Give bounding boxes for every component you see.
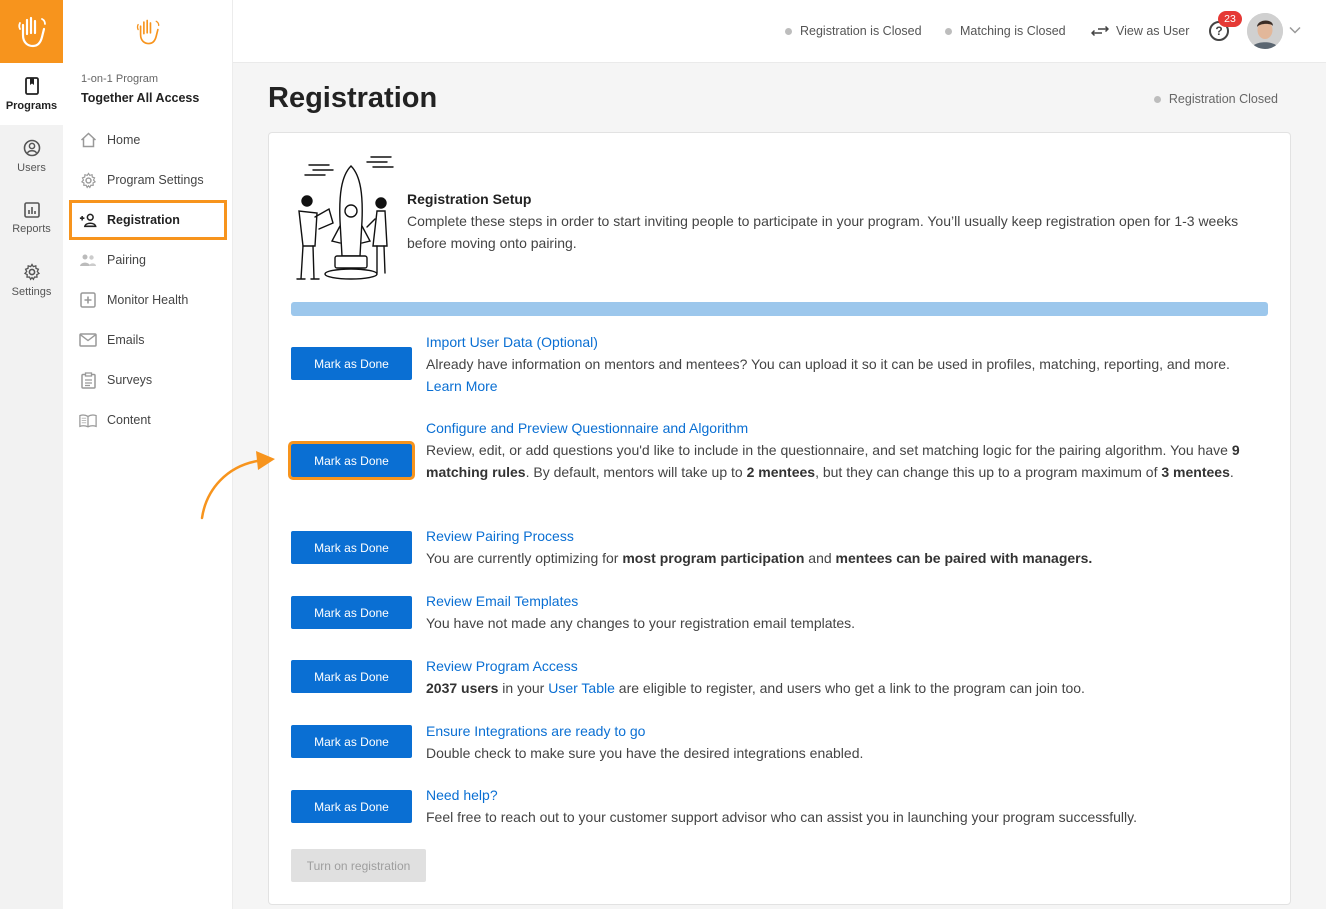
step-description: Already have information on mentors and mentees? You can upload it so it can be used in profiles, matching, reporting, and more.	[426, 356, 1230, 372]
nav-item-label: Home	[107, 133, 141, 147]
step-title-link[interactable]: Ensure Integrations are ready to go	[426, 723, 646, 739]
mark-as-done-button[interactable]: Mark as Done	[291, 596, 412, 629]
status-badge-text: Registration Closed	[1168, 92, 1278, 106]
step-title-link[interactable]: Configure and Preview Questionnaire and Algorithm	[426, 420, 749, 436]
setup-title: Registration Setup	[407, 191, 532, 207]
rail-item-label: Settings	[11, 285, 52, 298]
matching-status-text: Matching is Closed	[960, 24, 1066, 38]
user-table-link[interactable]: User Table	[548, 680, 615, 696]
rail-item-programs[interactable]	[0, 63, 63, 125]
setup-description: Complete these steps in order to start inviting people to participate in your program. You’ll usually keep registration open for 1-3 weeks before moving onto pairing.	[407, 213, 1239, 251]
book-icon	[24, 77, 40, 95]
turn-on-registration-button[interactable]: Turn on registration	[291, 849, 426, 882]
page-title: Registration	[268, 82, 438, 114]
user-photo-icon	[1247, 13, 1283, 49]
max-mentees: 3 mentees	[1161, 464, 1230, 480]
mail-icon	[79, 333, 97, 347]
annotation-arrow-icon	[196, 446, 278, 522]
waving-hand-icon	[135, 18, 161, 46]
step-title-link[interactable]: Import User Data (Optional)	[426, 334, 598, 350]
program-name: Together All Access	[81, 91, 200, 105]
status-dot-icon	[1154, 96, 1161, 103]
nav-item-emails[interactable]	[71, 320, 227, 360]
people-icon	[79, 253, 97, 267]
matching-status	[945, 24, 1066, 38]
step-description: Double check to make sure you have the desired integrations enabled.	[426, 745, 864, 761]
manager-pairing-setting: mentees can be paired with managers.	[835, 550, 1093, 566]
mark-as-done-button[interactable]: Mark as Done	[291, 444, 412, 477]
user-circle-icon	[23, 139, 41, 157]
swap-arrows-icon	[1091, 25, 1109, 37]
rocket-scientists-illustration	[287, 151, 397, 286]
nav-item-label: Registration	[107, 213, 180, 227]
status-dot-icon	[785, 28, 792, 35]
nav-item-label: Emails	[107, 333, 145, 347]
program-nav	[71, 120, 227, 440]
step-title-link[interactable]: Review Pairing Process	[426, 528, 574, 544]
open-book-icon	[79, 413, 97, 428]
status-dot-icon	[945, 28, 952, 35]
nav-item-label: Program Settings	[107, 173, 204, 187]
nav-item-label: Pairing	[107, 253, 146, 267]
step-description: Review, edit, or add questions you'd like to include in the questionnaire, and set matching logic for the pairing algorithm. You have 9 matching rules. By default, mentors will take up to 2 mentees, but they can change this up to a program maximum of 3 mentees.	[426, 442, 1240, 480]
step-title-link[interactable]: Review Email Templates	[426, 593, 579, 609]
nav-item-pairing[interactable]	[71, 240, 227, 280]
default-mentees: 2 mentees	[746, 464, 816, 480]
nav-item-registration[interactable]	[69, 200, 227, 240]
nav-item-label: Monitor Health	[107, 293, 189, 307]
home-icon	[80, 132, 97, 148]
gear-icon	[23, 263, 41, 281]
rail-item-reports[interactable]	[0, 187, 63, 249]
nav-item-content[interactable]	[71, 400, 227, 440]
nav-item-monitor-health[interactable]	[71, 280, 227, 320]
plus-square-icon	[80, 292, 96, 308]
mark-as-done-button[interactable]: Mark as Done	[291, 531, 412, 564]
notification-badge: 23	[1218, 11, 1242, 27]
rail-item-label: Users	[17, 161, 46, 174]
eligible-users-count: 2037 users	[426, 680, 499, 696]
step-title-link[interactable]: Need help?	[426, 787, 498, 803]
optimization-goal: most program participation	[622, 550, 805, 566]
clipboard-icon	[81, 372, 96, 389]
nav-item-home[interactable]	[71, 120, 227, 160]
step-title-link[interactable]: Review Program Access	[426, 658, 578, 674]
gear-icon	[80, 172, 97, 189]
waving-hand-icon	[17, 15, 47, 49]
nav-item-label: Content	[107, 413, 151, 427]
learn-more-link[interactable]: Learn More	[426, 378, 498, 394]
registration-status	[785, 24, 922, 38]
mark-as-done-button[interactable]: Mark as Done	[291, 790, 412, 823]
step-description: 2037 users in your User Table are eligible to register, and users who get a link to the program can join too.	[426, 680, 1085, 696]
step-description: You are currently optimizing for most program participation and mentees can be paired with managers.	[426, 550, 1093, 566]
program-type: 1-on-1 Program	[81, 73, 159, 85]
mark-as-done-button[interactable]: Mark as Done	[291, 725, 412, 758]
matching-rules-count: 9 matching rules	[426, 442, 1240, 480]
registration-setup-card	[268, 132, 1291, 905]
status-badge	[1154, 92, 1278, 106]
view-as-user-label: View as User	[1116, 24, 1190, 38]
step-description: Feel free to reach out to your customer support advisor who can assist you in launching your program successfully.	[426, 809, 1137, 825]
help-icon[interactable]: ?	[1209, 21, 1229, 41]
nav-item-surveys[interactable]	[71, 360, 227, 400]
app-logo[interactable]	[0, 0, 63, 63]
add-user-icon	[79, 212, 97, 228]
rail-item-settings[interactable]	[0, 249, 63, 311]
top-bar	[233, 0, 1326, 63]
chevron-down-icon[interactable]	[1289, 26, 1301, 34]
nav-item-label: Surveys	[107, 373, 153, 387]
view-as-user-button[interactable]	[1091, 24, 1189, 38]
mark-as-done-button[interactable]: Mark as Done	[291, 347, 412, 380]
registration-status-text: Registration is Closed	[800, 24, 922, 38]
rail-item-label: Programs	[5, 99, 58, 112]
bar-chart-icon	[24, 202, 40, 218]
nav-item-program-settings[interactable]	[71, 160, 227, 200]
left-rail	[0, 0, 63, 909]
program-logo	[63, 0, 232, 63]
mark-as-done-button[interactable]: Mark as Done	[291, 660, 412, 693]
avatar[interactable]	[1247, 13, 1283, 49]
setup-progress-bar	[291, 302, 1268, 316]
step-description: You have not made any changes to your registration email templates.	[426, 615, 856, 631]
rail-item-label: Reports	[12, 222, 51, 235]
rail-item-users[interactable]	[0, 125, 63, 187]
